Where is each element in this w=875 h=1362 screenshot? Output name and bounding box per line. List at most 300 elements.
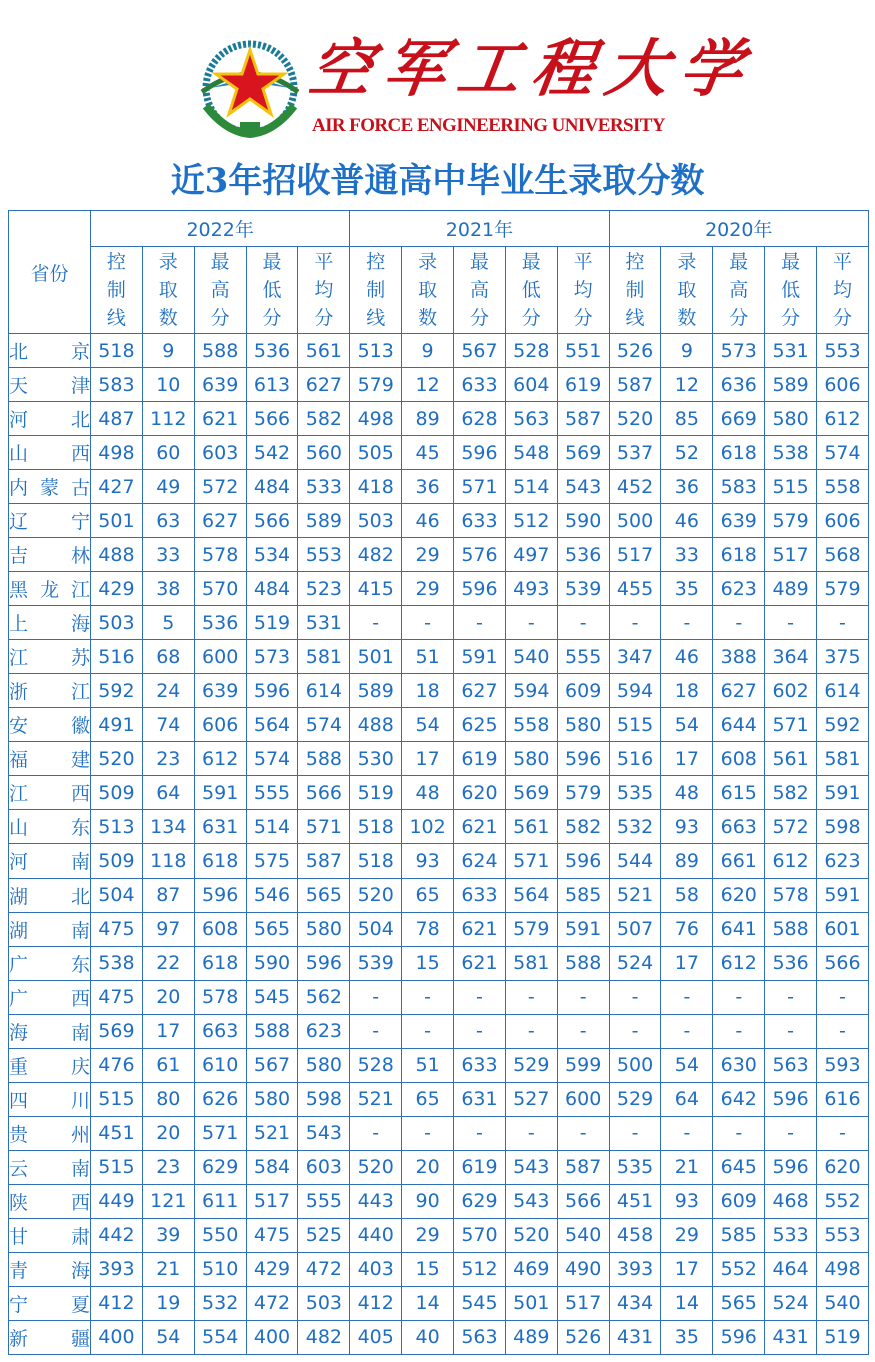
province-cell: 青海	[9, 1252, 91, 1286]
score-cell: 566	[246, 504, 298, 538]
score-cell: 579	[505, 912, 557, 946]
score-cell: 627	[454, 674, 506, 708]
score-cell: 562	[298, 980, 350, 1014]
score-cell: 68	[142, 640, 194, 674]
table-row	[9, 640, 869, 674]
score-cell: -	[609, 606, 661, 640]
score-cell: 545	[454, 1286, 506, 1320]
score-cell: 431	[609, 1320, 661, 1354]
score-cell: 596	[557, 742, 609, 776]
column-header: 最 高 分	[713, 247, 765, 334]
score-cell: 569	[505, 776, 557, 810]
score-cell: 536	[765, 946, 817, 980]
score-cell: 509	[91, 844, 143, 878]
score-cell: -	[713, 1014, 765, 1048]
score-cell: 587	[298, 844, 350, 878]
score-cell: 566	[817, 946, 869, 980]
score-cell: 517	[765, 538, 817, 572]
air-force-emblem-icon	[196, 36, 304, 140]
score-cell: 618	[713, 436, 765, 470]
score-cell: -	[765, 980, 817, 1014]
score-cell: 497	[505, 538, 557, 572]
score-cell: 585	[557, 878, 609, 912]
score-cell: 512	[454, 1252, 506, 1286]
score-cell: 642	[713, 1082, 765, 1116]
score-cell: 572	[194, 470, 246, 504]
score-cell: 429	[91, 572, 143, 606]
score-cell: 9	[402, 334, 454, 368]
score-cell: 612	[817, 402, 869, 436]
score-cell: 45	[402, 436, 454, 470]
score-cell: 639	[194, 674, 246, 708]
score-cell: 22	[142, 946, 194, 980]
score-cell: 524	[609, 946, 661, 980]
score-cell: 564	[505, 878, 557, 912]
score-cell: 587	[557, 402, 609, 436]
score-cell: 14	[661, 1286, 713, 1320]
score-cell: 490	[557, 1252, 609, 1286]
score-cell: 591	[817, 776, 869, 810]
score-cell: 509	[91, 776, 143, 810]
score-cell: -	[557, 606, 609, 640]
score-cell: 598	[817, 810, 869, 844]
score-cell: 598	[298, 1082, 350, 1116]
score-cell: 515	[91, 1082, 143, 1116]
score-cell: 631	[454, 1082, 506, 1116]
province-cell: 湖南	[9, 912, 91, 946]
score-cell: 35	[661, 1320, 713, 1354]
score-cell: 64	[661, 1082, 713, 1116]
score-cell: 500	[609, 504, 661, 538]
score-cell: 61	[142, 1048, 194, 1082]
score-cell: 628	[454, 402, 506, 436]
score-cell: 565	[298, 878, 350, 912]
score-cell: 555	[246, 776, 298, 810]
score-cell: 517	[557, 1286, 609, 1320]
score-cell: 591	[557, 912, 609, 946]
score-cell: -	[505, 1014, 557, 1048]
score-cell: 645	[713, 1150, 765, 1184]
score-table-body	[9, 334, 869, 1355]
university-name-cn: 空军工程大学	[304, 32, 760, 105]
score-cell: 552	[713, 1252, 765, 1286]
score-cell: 39	[142, 1218, 194, 1252]
score-cell: 621	[194, 402, 246, 436]
score-cell: 612	[713, 946, 765, 980]
province-cell: 辽宁	[9, 504, 91, 538]
score-cell: 565	[246, 912, 298, 946]
score-cell: -	[454, 1014, 506, 1048]
score-cell: 580	[298, 912, 350, 946]
score-cell: 591	[194, 776, 246, 810]
province-cell: 北京	[9, 334, 91, 368]
score-cell: 513	[91, 810, 143, 844]
score-cell: 543	[505, 1150, 557, 1184]
score-cell: -	[402, 1116, 454, 1150]
score-cell: 63	[142, 504, 194, 538]
column-header: 最 低 分	[765, 247, 817, 334]
table-row	[9, 538, 869, 572]
score-cell: 74	[142, 708, 194, 742]
score-cell: 592	[817, 708, 869, 742]
score-cell: 20	[142, 980, 194, 1014]
score-cell: 621	[454, 946, 506, 980]
table-row	[9, 1252, 869, 1286]
score-cell: 579	[557, 776, 609, 810]
table-row	[9, 1150, 869, 1184]
score-cell: -	[454, 1116, 506, 1150]
score-cell: 528	[350, 1048, 402, 1082]
table-row	[9, 980, 869, 1014]
score-cell: 576	[454, 538, 506, 572]
score-cell: 553	[817, 334, 869, 368]
score-cell: 526	[609, 334, 661, 368]
score-cell: 518	[91, 334, 143, 368]
university-name-en: AIR FORCE ENGINEERING UNIVERSITY	[312, 115, 665, 136]
score-cell: 458	[609, 1218, 661, 1252]
score-cell: 579	[350, 368, 402, 402]
score-cell: 548	[505, 436, 557, 470]
province-cell: 天津	[9, 368, 91, 402]
score-cell: 596	[557, 844, 609, 878]
score-cell: 488	[91, 538, 143, 572]
score-cell: 540	[505, 640, 557, 674]
score-cell: 24	[142, 674, 194, 708]
province-cell: 河北	[9, 402, 91, 436]
score-cell: 596	[298, 946, 350, 980]
score-cell: 583	[713, 470, 765, 504]
score-cell: 563	[454, 1320, 506, 1354]
score-cell: 580	[505, 742, 557, 776]
score-cell: 621	[454, 810, 506, 844]
score-cell: 589	[298, 504, 350, 538]
score-cell: 615	[713, 776, 765, 810]
score-cell: 574	[817, 436, 869, 470]
score-cell: 594	[505, 674, 557, 708]
column-header: 最 低 分	[505, 247, 557, 334]
score-cell: 588	[557, 946, 609, 980]
table-row	[9, 504, 869, 538]
province-cell: 江苏	[9, 640, 91, 674]
column-header: 录 取 数	[142, 247, 194, 334]
score-cell: 579	[817, 572, 869, 606]
score-cell: 503	[298, 1286, 350, 1320]
score-cell: 36	[661, 470, 713, 504]
score-cell: 489	[765, 572, 817, 606]
score-cell: 400	[91, 1320, 143, 1354]
score-cell: 573	[246, 640, 298, 674]
score-cell: 620	[454, 776, 506, 810]
score-cell: 364	[765, 640, 817, 674]
score-cell: 504	[91, 878, 143, 912]
score-cell: 434	[609, 1286, 661, 1320]
score-cell: 567	[246, 1048, 298, 1082]
score-cell: 38	[142, 572, 194, 606]
score-cell: 612	[765, 844, 817, 878]
score-cell: 23	[142, 742, 194, 776]
score-cell: 475	[91, 980, 143, 1014]
score-cell: 40	[402, 1320, 454, 1354]
score-cell: 553	[298, 538, 350, 572]
score-cell: 606	[194, 708, 246, 742]
score-cell: 571	[505, 844, 557, 878]
score-cell: 429	[246, 1252, 298, 1286]
score-cell: 93	[661, 810, 713, 844]
score-cell: 618	[194, 844, 246, 878]
score-cell: 520	[505, 1218, 557, 1252]
score-cell: 112	[142, 402, 194, 436]
score-cell: 58	[661, 878, 713, 912]
score-cell: 631	[194, 810, 246, 844]
score-cell: 20	[402, 1150, 454, 1184]
score-cell: 17	[661, 946, 713, 980]
column-header: 平 均 分	[298, 247, 350, 334]
score-cell: 46	[661, 504, 713, 538]
score-cell: -	[350, 980, 402, 1014]
score-cell: 23	[142, 1150, 194, 1184]
score-cell: 403	[350, 1252, 402, 1286]
score-cell: 540	[557, 1218, 609, 1252]
score-cell: 518	[350, 810, 402, 844]
score-cell: 630	[713, 1048, 765, 1082]
score-cell: 644	[713, 708, 765, 742]
score-cell: 633	[454, 368, 506, 402]
score-cell: 639	[194, 368, 246, 402]
table-row	[9, 1082, 869, 1116]
score-cell: 533	[298, 470, 350, 504]
score-cell: 618	[713, 538, 765, 572]
table-row	[9, 912, 869, 946]
score-cell: 591	[817, 878, 869, 912]
score-cell: 596	[454, 572, 506, 606]
province-cell: 吉林	[9, 538, 91, 572]
score-cell: 427	[91, 470, 143, 504]
column-header: 平 均 分	[817, 247, 869, 334]
table-row	[9, 1320, 869, 1354]
admission-score-table	[8, 210, 869, 1355]
score-cell: 580	[765, 402, 817, 436]
score-cell: 520	[609, 402, 661, 436]
score-cell: 93	[661, 1184, 713, 1218]
score-cell: 21	[142, 1252, 194, 1286]
score-cell: 51	[402, 1048, 454, 1082]
score-cell: 64	[142, 776, 194, 810]
table-row	[9, 1048, 869, 1082]
score-cell: 555	[298, 1184, 350, 1218]
score-cell: 587	[557, 1150, 609, 1184]
score-cell: 610	[194, 1048, 246, 1082]
score-cell: 491	[91, 708, 143, 742]
score-cell: 546	[246, 878, 298, 912]
score-cell: 627	[713, 674, 765, 708]
score-cell: 538	[91, 946, 143, 980]
score-cell: 515	[609, 708, 661, 742]
score-cell: 587	[609, 368, 661, 402]
score-cell: 641	[713, 912, 765, 946]
score-cell: 519	[246, 606, 298, 640]
score-cell: 602	[765, 674, 817, 708]
table-row	[9, 436, 869, 470]
score-cell: 629	[194, 1150, 246, 1184]
score-cell: 594	[609, 674, 661, 708]
score-cell: 431	[765, 1320, 817, 1354]
score-cell: 543	[298, 1116, 350, 1150]
score-cell: 536	[246, 334, 298, 368]
score-cell: 503	[350, 504, 402, 538]
score-cell: 636	[713, 368, 765, 402]
score-cell: 596	[246, 674, 298, 708]
score-cell: -	[765, 606, 817, 640]
score-cell: 442	[91, 1218, 143, 1252]
score-cell: 609	[713, 1184, 765, 1218]
score-cell: 578	[194, 980, 246, 1014]
score-cell: 543	[505, 1184, 557, 1218]
score-cell: 523	[298, 572, 350, 606]
score-cell: 536	[194, 606, 246, 640]
score-cell: 469	[505, 1252, 557, 1286]
table-row	[9, 572, 869, 606]
score-cell: 484	[246, 572, 298, 606]
score-cell: 567	[454, 334, 506, 368]
score-cell: -	[402, 980, 454, 1014]
score-cell: 633	[454, 504, 506, 538]
score-cell: 517	[609, 538, 661, 572]
score-cell: 17	[661, 1252, 713, 1286]
score-cell: 452	[609, 470, 661, 504]
score-cell: -	[505, 980, 557, 1014]
score-cell: 85	[661, 402, 713, 436]
province-cell: 江西	[9, 776, 91, 810]
score-cell: 608	[194, 912, 246, 946]
score-cell: 633	[454, 878, 506, 912]
score-cell: -	[557, 1014, 609, 1048]
province-cell: 安徽	[9, 708, 91, 742]
score-cell: 521	[350, 1082, 402, 1116]
score-cell: 600	[557, 1082, 609, 1116]
page-header	[0, 0, 875, 210]
score-cell: 661	[713, 844, 765, 878]
score-cell: 412	[350, 1286, 402, 1320]
score-cell: 619	[454, 1150, 506, 1184]
score-cell: 529	[505, 1048, 557, 1082]
score-cell: 553	[817, 1218, 869, 1252]
score-cell: 542	[246, 436, 298, 470]
score-cell: 519	[350, 776, 402, 810]
table-row	[9, 1184, 869, 1218]
score-cell: 9	[661, 334, 713, 368]
province-cell: 广西	[9, 980, 91, 1014]
score-cell: 19	[142, 1286, 194, 1320]
score-cell: 500	[609, 1048, 661, 1082]
score-cell: 566	[298, 776, 350, 810]
year-header-2021: 2021年	[350, 211, 609, 247]
score-cell: 78	[402, 912, 454, 946]
score-cell: 619	[557, 368, 609, 402]
score-cell: 571	[765, 708, 817, 742]
score-cell: 591	[454, 640, 506, 674]
score-cell: 570	[454, 1218, 506, 1252]
table-row	[9, 606, 869, 640]
score-cell: 611	[194, 1184, 246, 1218]
score-cell: 612	[194, 742, 246, 776]
score-cell: 468	[765, 1184, 817, 1218]
score-cell: 530	[350, 742, 402, 776]
score-cell: 121	[142, 1184, 194, 1218]
score-cell: 5	[142, 606, 194, 640]
score-cell: 554	[194, 1320, 246, 1354]
province-cell: 广东	[9, 946, 91, 980]
score-cell: 603	[194, 436, 246, 470]
score-cell: 663	[713, 810, 765, 844]
score-cell: 582	[557, 810, 609, 844]
page-title: 近3年招收普通高中毕业生录取分数	[170, 161, 705, 201]
score-cell: 613	[246, 368, 298, 402]
province-cell: 山东	[9, 810, 91, 844]
table-row	[9, 844, 869, 878]
score-cell: 516	[609, 742, 661, 776]
province-cell: 新疆	[9, 1320, 91, 1354]
score-cell: 503	[91, 606, 143, 640]
province-cell: 福建	[9, 742, 91, 776]
score-cell: 579	[765, 504, 817, 538]
score-cell: 565	[713, 1286, 765, 1320]
score-cell: -	[817, 1014, 869, 1048]
score-cell: 571	[298, 810, 350, 844]
column-header: 控 制 线	[91, 247, 143, 334]
score-cell: 566	[246, 402, 298, 436]
score-cell: 520	[91, 742, 143, 776]
score-cell: 574	[246, 742, 298, 776]
score-cell: -	[765, 1116, 817, 1150]
score-cell: 552	[817, 1184, 869, 1218]
score-cell: 51	[402, 640, 454, 674]
score-cell: 558	[817, 470, 869, 504]
score-cell: 608	[713, 742, 765, 776]
score-cell: 532	[609, 810, 661, 844]
score-cell: 393	[609, 1252, 661, 1286]
score-cell: 521	[609, 878, 661, 912]
score-cell: 593	[817, 1048, 869, 1082]
score-cell: 529	[609, 1082, 661, 1116]
score-cell: 15	[402, 1252, 454, 1286]
score-cell: 512	[505, 504, 557, 538]
province-cell: 四川	[9, 1082, 91, 1116]
score-cell: 514	[246, 810, 298, 844]
province-cell: 陕西	[9, 1184, 91, 1218]
column-header: 录 取 数	[661, 247, 713, 334]
score-cell: 472	[246, 1286, 298, 1320]
province-cell: 内蒙古	[9, 470, 91, 504]
score-cell: -	[609, 1116, 661, 1150]
score-cell: 609	[557, 674, 609, 708]
score-cell: 393	[91, 1252, 143, 1286]
score-cell: 514	[505, 470, 557, 504]
province-cell: 海南	[9, 1014, 91, 1048]
score-cell: -	[454, 606, 506, 640]
score-cell: -	[713, 606, 765, 640]
table-row	[9, 946, 869, 980]
score-cell: 580	[246, 1082, 298, 1116]
score-cell: 60	[142, 436, 194, 470]
score-cell: 627	[194, 504, 246, 538]
score-cell: -	[817, 606, 869, 640]
score-cell: 475	[246, 1218, 298, 1252]
score-cell: 581	[298, 640, 350, 674]
score-cell: 589	[350, 674, 402, 708]
score-cell: 581	[817, 742, 869, 776]
score-cell: 418	[350, 470, 402, 504]
score-cell: 375	[817, 640, 869, 674]
